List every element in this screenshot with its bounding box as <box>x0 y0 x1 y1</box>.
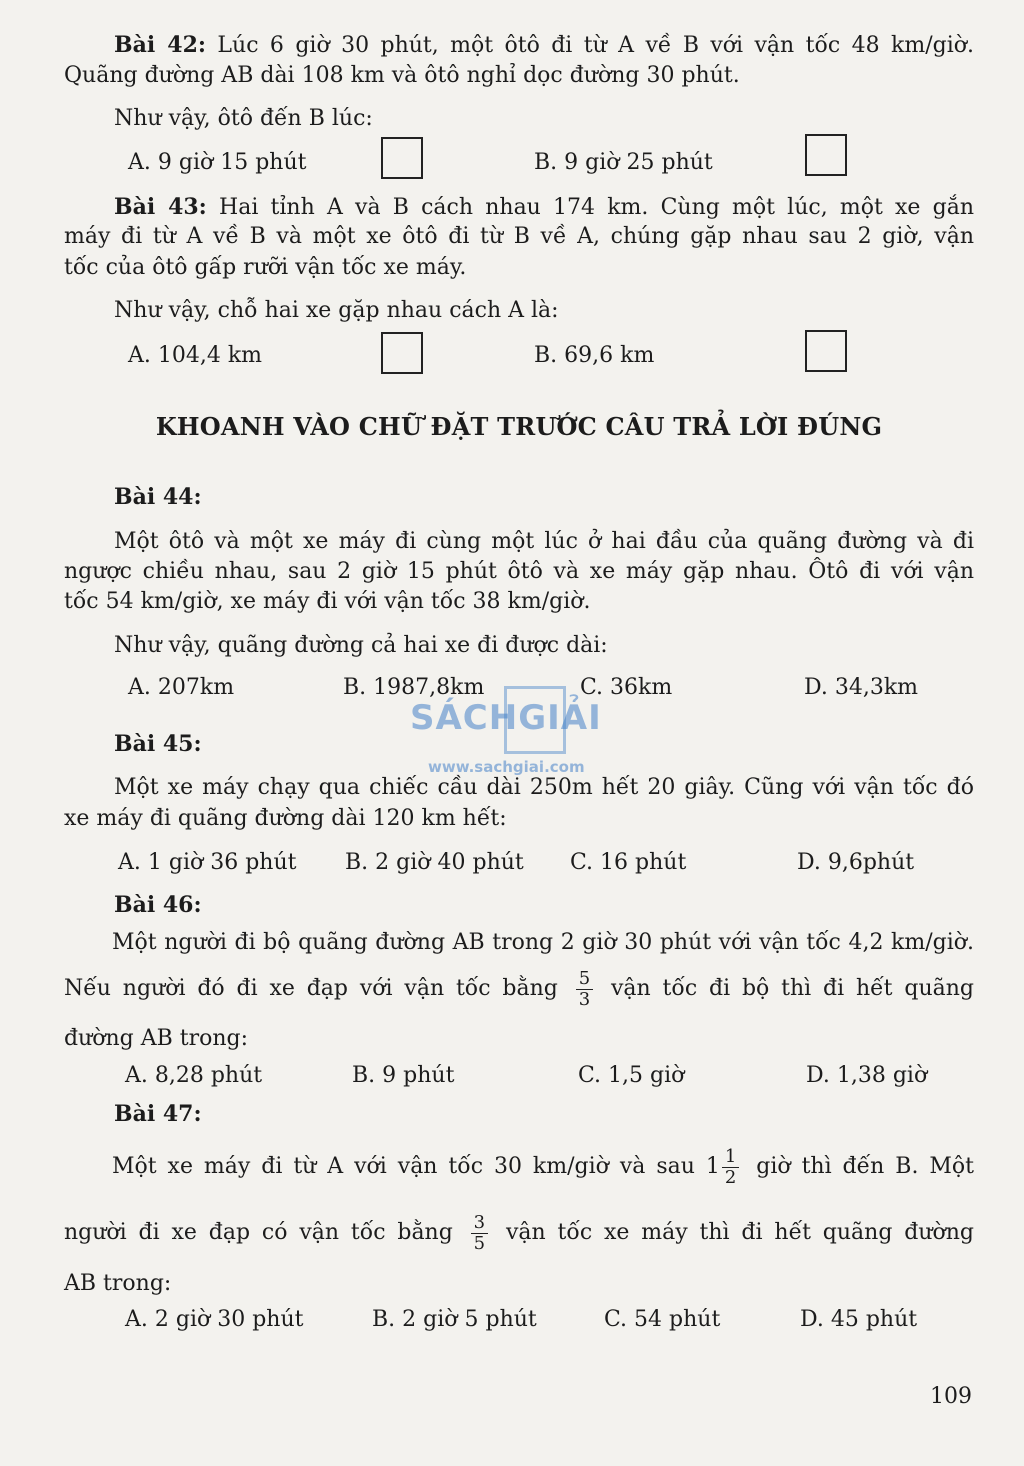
b42-answer-box-a[interactable] <box>381 137 423 179</box>
b44-option-b[interactable]: B. 1987,8km <box>343 675 485 700</box>
fraction-denominator: 5 <box>473 1232 486 1254</box>
section-heading: KHOANH VÀO CHỮ ĐẶT TRƯỚC CÂU TRẢ LỜI ĐÚNG <box>155 412 883 441</box>
b44-line1: Một ôtô và một xe máy đi cùng một lúc ở hai đầu của quãng đường và đi <box>114 529 974 554</box>
b47-option-d[interactable]: D. 45 phút <box>800 1307 918 1332</box>
b44-title: Bài 44: <box>114 484 202 510</box>
b44-line2: ngược chiều nhau, sau 2 giờ 15 phút ôtô và xe máy gặp nhau. Ôtô đi với vận <box>64 559 974 584</box>
b43-line2: máy đi từ A về B và một xe ôtô đi từ B về A, chúng gặp nhau sau 2 giờ, vận <box>64 224 974 249</box>
b47-title: Bài 47: <box>114 1101 202 1127</box>
watermark <box>404 684 624 774</box>
b43-answer-box-a[interactable] <box>381 332 423 374</box>
b46-option-d[interactable]: D. 1,38 giờ <box>806 1063 928 1088</box>
b44-question: Như vậy, quãng đường cả hai xe đi được dài: <box>114 633 608 658</box>
b47-line1 <box>112 1144 974 1190</box>
b42-line1 <box>114 30 974 61</box>
b46-line1: Một người đi bộ quãng đường AB trong 2 giờ 30 phút với vận tốc 4,2 km/giờ. <box>112 930 974 955</box>
b43-question: Như vậy, chỗ hai xe gặp nhau cách A là: <box>114 298 559 323</box>
b46-line3: đường AB trong: <box>64 1026 249 1051</box>
mixed-whole: 1 <box>705 1154 720 1179</box>
b44-option-a[interactable]: A. 207km <box>128 675 235 700</box>
b45-option-a[interactable]: A. 1 giờ 36 phút <box>118 850 297 875</box>
b47-text2a: người đi xe đạp có vận tốc bằng <box>64 1220 453 1245</box>
b42-text1: Lúc 6 giờ 30 phút, một ôtô đi từ A về B với vận tốc 48 km/giờ. <box>217 33 974 58</box>
b47-option-b[interactable]: B. 2 giờ 5 phút <box>372 1307 537 1332</box>
b46-option-b[interactable]: B. 9 phút <box>352 1063 455 1088</box>
b47-line3: AB trong: <box>64 1271 172 1296</box>
b46-text2b: vận tốc đi bộ thì đi hết quãng <box>611 976 974 1001</box>
b43-option-a: A. 104,4 km <box>128 343 263 368</box>
b47-text2b: vận tốc xe máy thì đi hết quãng đường <box>505 1220 975 1245</box>
b42-answer-box-b[interactable] <box>805 134 847 176</box>
b47-option-c[interactable]: C. 54 phút <box>604 1307 721 1332</box>
fraction-numerator: 5 <box>576 969 593 990</box>
b42-line2: Quãng đường AB dài 108 km và ôtô nghỉ dọc đường 30 phút. <box>64 63 740 88</box>
b45-option-c[interactable]: C. 16 phút <box>570 850 687 875</box>
b46-option-c[interactable]: C. 1,5 giờ <box>578 1063 685 1088</box>
b45-line2: xe máy đi quãng đường dài 120 km hết: <box>64 806 507 831</box>
b44-line3: tốc 54 km/giờ, xe máy đi với vận tốc 38 km/giờ. <box>64 589 591 614</box>
mixed-number <box>705 1145 745 1188</box>
b46-title: Bài 46: <box>114 892 202 918</box>
b43-option-b: B. 69,6 km <box>534 343 655 368</box>
b43-text1: Hai tỉnh A và B cách nhau 174 km. Cùng một lúc, một xe gắn <box>219 195 975 220</box>
b43-line3: tốc của ôtô gấp rưỡi vận tốc xe máy. <box>64 255 467 280</box>
watermark-url: www.sachgiai.com <box>428 758 585 776</box>
b47-text1b: giờ thì đến B. Một <box>756 1154 975 1179</box>
watermark-brand: SÁCHGIẢI <box>410 698 602 738</box>
b43-title: Bài 43: <box>114 194 207 220</box>
fraction-numerator: 1 <box>722 1147 739 1168</box>
b44-option-d[interactable]: D. 34,3km <box>804 675 919 700</box>
b45-title: Bài 45: <box>114 731 202 757</box>
b45-option-d[interactable]: D. 9,6phút <box>797 850 915 875</box>
page-number: 109 <box>930 1384 972 1409</box>
fraction-denominator: 3 <box>578 988 591 1010</box>
b47-text1a: Một xe máy đi từ A với vận tốc 30 km/giờ và sau <box>112 1154 695 1179</box>
fraction-1-2 <box>722 1147 739 1188</box>
fraction-5-3 <box>576 969 593 1010</box>
b43-answer-box-b[interactable] <box>805 330 847 372</box>
fraction-numerator: 3 <box>471 1213 488 1234</box>
b45-option-b[interactable]: B. 2 giờ 40 phút <box>345 850 524 875</box>
b44-option-c[interactable]: C. 36km <box>580 675 673 700</box>
fraction-denominator: 2 <box>724 1166 737 1188</box>
b46-line2 <box>64 966 974 1012</box>
b47-line2 <box>64 1210 974 1256</box>
b42-option-a: A. 9 giờ 15 phút <box>128 150 307 175</box>
b42-title: Bài 42: <box>114 32 207 58</box>
b42-option-b: B. 9 giờ 25 phút <box>534 150 713 175</box>
b46-text2a: Nếu người đó đi xe đạp với vận tốc bằng <box>64 976 558 1001</box>
b47-option-a[interactable]: A. 2 giờ 30 phút <box>125 1307 304 1332</box>
b42-question: Như vậy, ôtô đến B lúc: <box>114 106 373 131</box>
b45-line1: Một xe máy chạy qua chiếc cầu dài 250m hết 20 giây. Cũng với vận tốc đó <box>114 775 974 800</box>
b43-line1 <box>114 192 974 223</box>
b46-option-a[interactable]: A. 8,28 phút <box>125 1063 263 1088</box>
fraction-3-5 <box>471 1213 488 1254</box>
